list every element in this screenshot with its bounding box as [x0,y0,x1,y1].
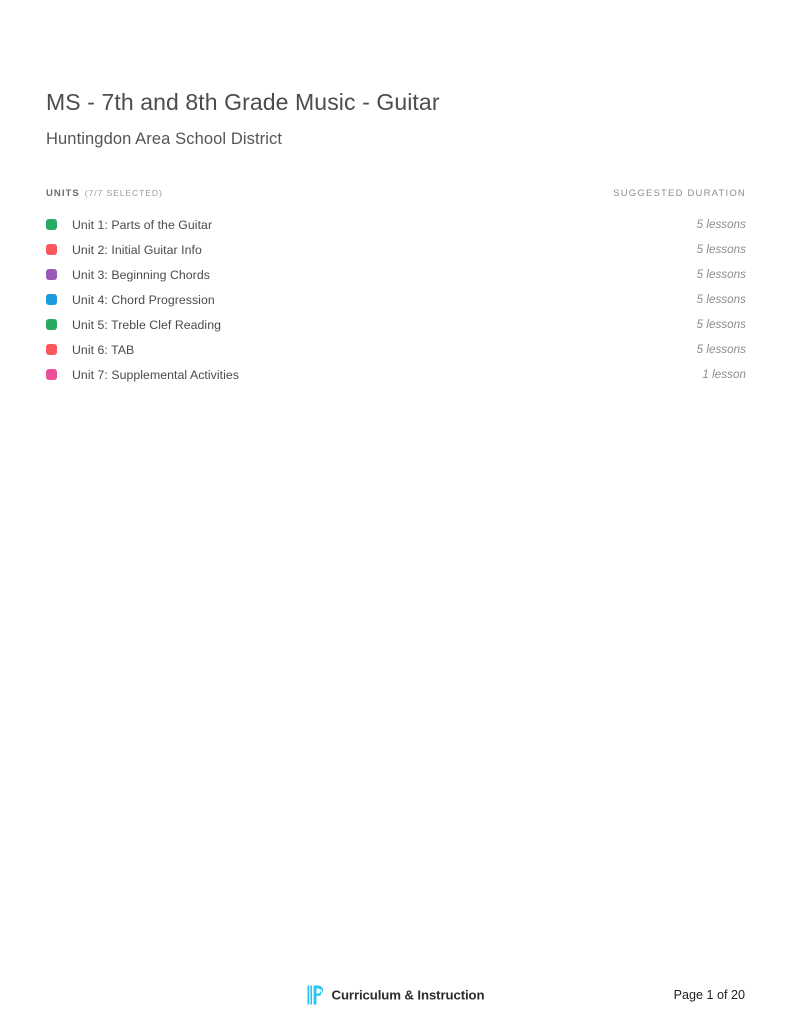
unit-duration: 5 lessons [696,343,746,356]
unit-title: Unit 2: Initial Guitar Info [72,242,202,257]
duration-column-header: SUGGESTED DURATION [613,188,746,199]
unit-color-swatch-icon [46,244,57,255]
table-row[interactable] [46,262,746,287]
unit-title: Unit 7: Supplemental Activities [72,367,239,382]
units-table-header [46,188,746,203]
unit-row-left [46,268,210,282]
units-list [46,212,746,387]
unit-duration: 5 lessons [696,243,746,256]
document-footer [46,980,745,1010]
unit-duration: 5 lessons [696,293,746,306]
pear-deck-p-logo-icon [307,985,326,1006]
unit-title: Unit 4: Chord Progression [72,292,215,307]
table-row[interactable] [46,212,746,237]
unit-color-swatch-icon [46,294,57,305]
page-subtitle: Huntingdon Area School District [46,129,283,148]
unit-row-left [46,343,134,357]
unit-color-swatch-icon [46,344,57,355]
brand-name: Curriculum & Instruction [331,987,485,1003]
unit-color-swatch-icon [46,269,57,280]
table-row[interactable] [46,287,746,312]
unit-title: Unit 3: Beginning Chords [72,267,210,282]
units-column-header: UNITS [46,188,80,199]
unit-color-swatch-icon [46,219,57,230]
unit-duration: 5 lessons [696,318,746,331]
page-number: Page 1 of 20 [673,988,745,1002]
unit-color-swatch-icon [46,319,57,330]
unit-row-left [46,243,202,257]
table-row[interactable] [46,337,746,362]
unit-duration: 5 lessons [696,268,746,281]
unit-title: Unit 1: Parts of the Guitar [72,217,213,232]
unit-title: Unit 5: Treble Clef Reading [72,317,221,332]
unit-duration: 1 lesson [702,368,746,381]
units-selected-count: (7/7 SELECTED) [84,188,163,198]
unit-row-left [46,368,239,382]
page-title: MS - 7th and 8th Grade Music - Guitar [46,89,440,115]
document-header [46,88,746,150]
footer-brand [307,985,485,1006]
unit-row-left [46,218,212,232]
units-section [46,188,746,387]
unit-row-left [46,318,221,332]
unit-row-left [46,293,215,307]
unit-duration: 5 lessons [696,218,746,231]
units-header-left [46,188,163,199]
table-row[interactable] [46,362,746,387]
unit-color-swatch-icon [46,369,57,380]
table-row[interactable] [46,312,746,337]
table-row[interactable] [46,237,746,262]
unit-title: Unit 6: TAB [72,342,135,357]
